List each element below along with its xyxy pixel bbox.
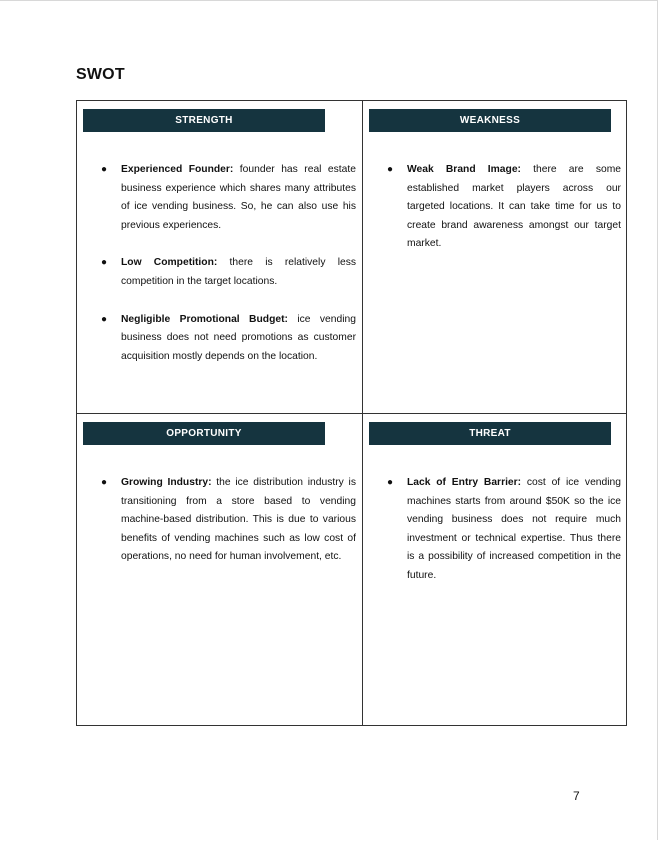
item-term: Experienced Founder: xyxy=(121,164,234,175)
item-term: Lack of Entry Barrier: xyxy=(407,477,522,488)
threat-header: THREAT xyxy=(369,422,611,445)
bullet-icon: ● xyxy=(387,164,394,175)
page-title: SWOT xyxy=(76,66,125,83)
bullet-icon: ● xyxy=(101,477,108,488)
item-text: cost of ice vending machines starts from around $50K so the ice vending business does not require much investment or technical expertise. Thus there is a possibility of increased competition in the future. xyxy=(407,477,621,581)
item-text: there are some established market players across our targeted locations. It can take time for us to create brand awareness amongst our target market. xyxy=(407,164,621,250)
strength-header: STRENGTH xyxy=(83,109,325,132)
bullet-icon: ● xyxy=(101,257,108,269)
opportunity-header: OPPORTUNITY xyxy=(83,422,325,445)
bullet-icon: ● xyxy=(387,477,394,488)
bullet-icon: ● xyxy=(101,164,108,175)
list-item xyxy=(101,161,356,235)
threat-list xyxy=(387,474,621,605)
opportunity-list xyxy=(101,474,356,586)
item-term: Growing Industry: xyxy=(121,477,212,488)
item-text: founder has real estate business experience which shares many attributes of ice vending business. So, he can also use his previous experiences. xyxy=(121,164,356,231)
threat-cell xyxy=(363,414,626,725)
item-text: there is relatively less competition in the target locations. xyxy=(121,257,356,287)
list-item xyxy=(101,474,356,567)
list-item xyxy=(101,254,356,291)
strength-list xyxy=(101,161,356,385)
opportunity-cell xyxy=(77,414,363,725)
item-term: Negligible Promotional Budget: xyxy=(121,313,288,325)
weakness-header: WEAKNESS xyxy=(369,109,611,132)
item-text: ice vending business does not need promotions as customer acquisition mostly depends on the location. xyxy=(121,313,356,362)
weakness-cell xyxy=(363,101,626,414)
item-term: Weak Brand Image: xyxy=(407,164,521,175)
swot-grid xyxy=(76,100,627,726)
strength-cell xyxy=(77,101,363,414)
list-item xyxy=(387,161,621,254)
page-number: 7 xyxy=(573,789,580,803)
bullet-icon: ● xyxy=(101,313,108,325)
list-item xyxy=(101,311,356,367)
weakness-list xyxy=(387,161,621,273)
list-item xyxy=(387,474,621,586)
item-text: the ice distribution industry is transitioning from a store based to vending machine-based distribution. This is due to various benefits of vending machines such as low cost of operations, no need for human involvement, etc. xyxy=(121,477,356,563)
item-term: Low Competition: xyxy=(121,257,218,269)
